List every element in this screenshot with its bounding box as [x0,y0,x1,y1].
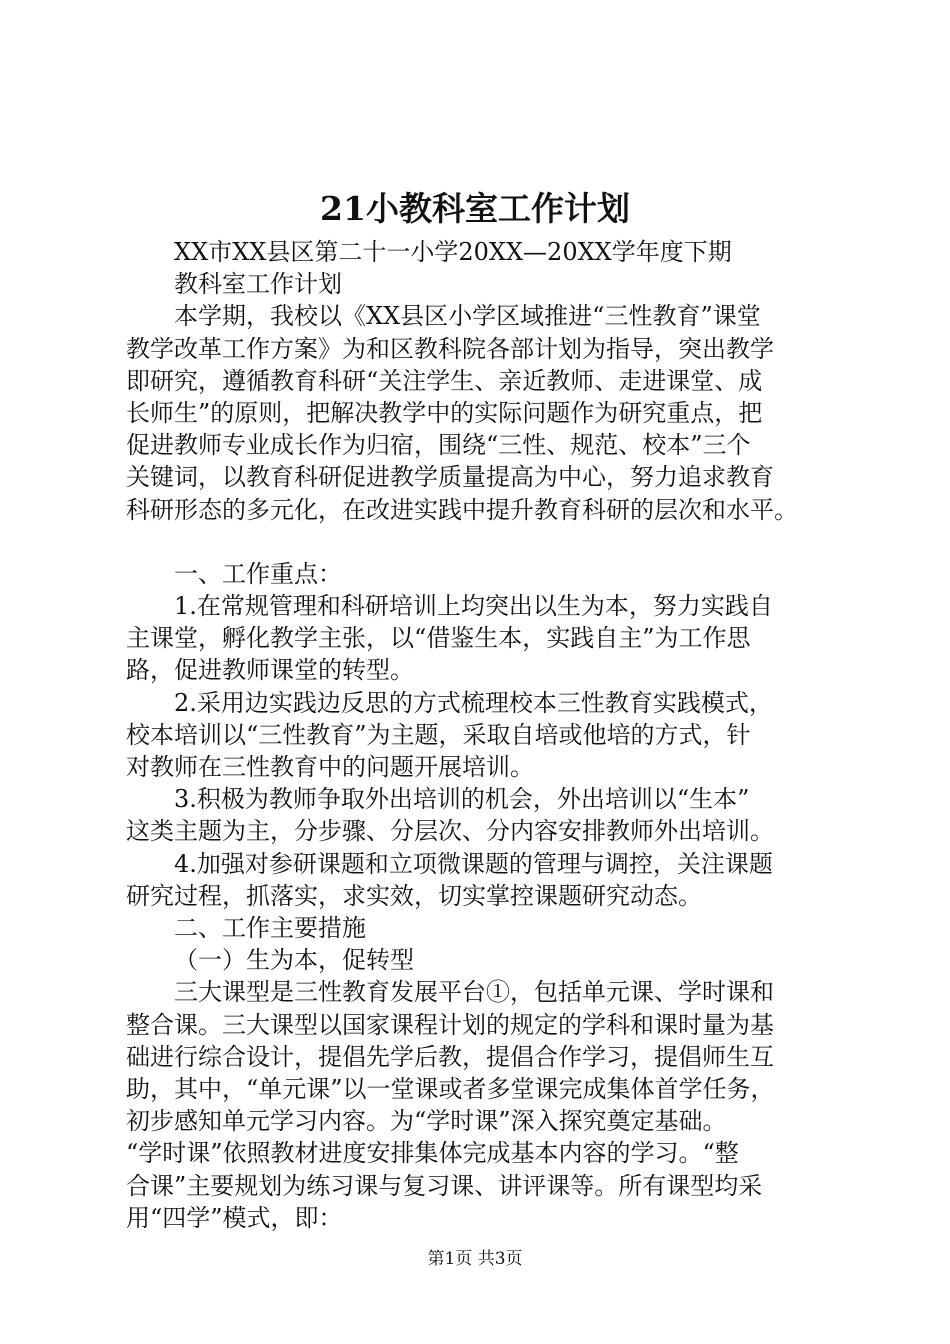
paragraph-line: 科研形态的多元化，在改进实践中提升教育科研的层次和水平。 [126,495,798,524]
document-body [126,236,836,1234]
paragraph-line: 主课堂，孵化教学主张，以“借鉴生本，实践自主”为工作思 [126,624,751,653]
paragraph-line: 整合课。三大课型以国家课程计划的规定的学科和课时量为基 [126,1010,774,1039]
paragraph-line: 校本培训以“三性教育”为主题，采取自培或他培的方式，针 [126,720,751,749]
paragraph-line: 三大课型是三性教育发展平台①，包括单元课、学时课和 [174,978,774,1007]
paragraph-line: 初步感知单元学习内容。为“学时课”深入探究奠定基础。 [126,1107,727,1136]
subsection-heading: （一）生为本，促转型 [174,946,414,975]
subtitle-line: XX市XX县区第二十一小学20XX—20XX学年度下期 [174,238,732,266]
paragraph-line: 2.采用边实践边反思的方式梳理校本三性教育实践模式， [174,688,773,717]
paragraph-line: 助，其中，“单元课”以一堂课或者多堂课完成集体首学任务， [126,1075,775,1104]
subtitle-line: 教科室工作计划 [174,270,342,299]
paragraph-line: 本学期，我校以《XX县区小学区域推进“三性教育”课堂 [174,302,761,331]
paragraph-line: 教学改革工作方案》为和区教科院各部计划为指导，突出教学 [126,334,774,363]
paragraph-line: 长师生”的原则，把解决教学中的实际问题作为研究重点，把 [126,399,763,428]
paragraph-line: 即研究，遵循教育科研“关注学生、亲近教师、走进课堂、成 [126,366,763,395]
paragraph-line: 4.加强对参研课题和立项微课题的管理与调控，关注课题 [174,849,773,878]
paragraph-line: 础进行综合设计，提倡先学后教，提倡合作学习，提倡师生互 [126,1042,774,1071]
paragraph-line: 1.在常规管理和科研培训上均突出以生为本，努力实践自 [174,592,773,621]
paragraph-line: 这类主题为主，分步骤、分层次、分内容安排教师外出培训。 [126,817,774,846]
paragraph-line: 路，促进教师课堂的转型。 [126,656,414,685]
paragraph-line: 用“四学”模式，即： [126,1203,343,1232]
paragraph-gap [126,526,836,558]
section-heading: 一、工作重点： [174,559,342,588]
page-number-footer: 第1页 共3页 [427,1249,523,1269]
paragraph-line: 促进教师专业成长作为归宿，围绕“三性、规范、校本”三个 [126,431,751,460]
document-title: 21小教科室工作计划 [320,189,630,228]
paragraph-line: 3.积极为教师争取外出培训的机会，外出培训以“生本” [174,785,750,814]
section-heading: 二、工作主要措施 [174,914,366,943]
paragraph-line: “学时课”依照教材进度安排集体完成基本内容的学习。“整 [126,1139,739,1168]
paragraph-line: 研究过程，抓落实，求实效，切实掌控课题研究动态。 [126,881,702,910]
paragraph-line: 关键词，以教育科研促进教学质量提高为中心，努力追求教育 [126,463,774,492]
paragraph-line: 对教师在三性教育中的问题开展培训。 [126,753,534,782]
paragraph-line: 合课”主要规划为练习课与复习课、讲评课等。所有课型均采 [126,1171,763,1200]
